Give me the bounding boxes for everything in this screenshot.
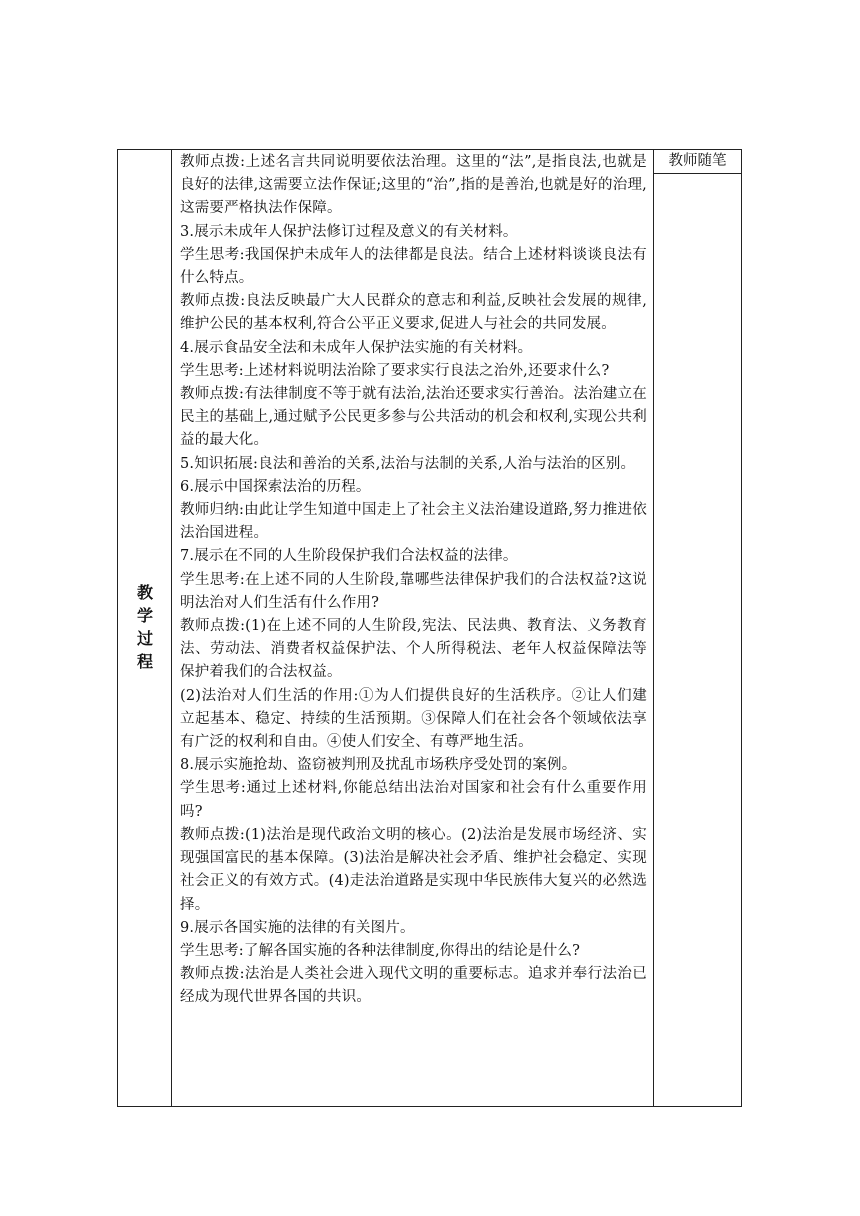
paragraph: 7.展示在不同的人生阶段保护我们合法权益的法律。 <box>180 548 518 565</box>
paragraph: 教师点拨:有法律制度不等于就有法治,法治还要求实行善治。法治建立在民主的基础上,通过赋予公民更多参与公共活动的机会和权利,实现公共利益的最大化。 <box>180 386 647 449</box>
paragraph: 4.展示食品安全法和未成年人保护法实施的有关材料。 <box>180 339 533 356</box>
paragraph: 学生思考:上述材料说明法治除了要求实行良法之治外,还要求什么? <box>180 362 610 379</box>
notes-header: 教师随笔 <box>654 150 741 174</box>
paragraph: 教师点拨:上述名言共同说明要依法治理。这里的“法”,是指良法,也就是良好的法律,这需要立法作保证;这里的“治”,指的是善治,也就是好的治理,这需要严格执法作保障。 <box>180 154 647 217</box>
section-label-cell <box>118 150 172 1106</box>
paragraph: 教师点拨:(1)在上述不同的人生阶段,宪法、民法典、教育法、义务教育法、劳动法、消费者权益保护法、个人所得税法、老年人权益保障法等保护着我们的合法权益。 <box>180 618 647 681</box>
paragraph: (2)法治对人们生活的作用:①为人们提供良好的生活秩序。②让人们建立起基本、稳定、持续的生活预期。③保障人们在社会各个领域依法享有广泛的权利和自由。④使人们安全、有尊严地生活。 <box>180 687 647 751</box>
lesson-plan-table <box>117 149 742 1107</box>
paragraph: 8.展示实施抢劫、盗窃被判刑及扰乱市场秩序受处罚的案例。 <box>180 757 577 774</box>
section-label-char: 教 <box>136 583 153 602</box>
paragraph: 教师点拨:良法反映最广大人民群众的意志和利益,反映社会发展的规律,维护公民的基本权利,符合公平正义要求,促进人与社会的共同发展。 <box>180 293 647 333</box>
content-cell <box>172 150 654 1106</box>
section-label <box>118 581 172 673</box>
paragraph: 学生思考:通过上述材料,你能总结出法治对国家和社会有什么重要作用吗? <box>180 780 647 820</box>
paragraph: 5.知识拓展:良法和善治的关系,法治与法制的关系,人治与法治的区别。 <box>180 455 636 472</box>
paragraph: 9.展示各国实施的法律的有关图片。 <box>180 919 415 936</box>
notes-column <box>654 150 741 1106</box>
section-label-char: 程 <box>136 652 153 671</box>
paragraph: 教师点拨:(1)法治是现代政治文明的核心。(2)法治是发展市场经济、实现强国富民的基本保障。(3)法治是解决社会矛盾、维护社会稳定、实现社会正义的有效方式。(4)走法治道路是实现中华民族伟大复兴的必然选择。 <box>180 826 647 913</box>
paragraph: 3.展示未成年人保护法修订过程及意义的有关材料。 <box>180 223 518 240</box>
paragraph: 学生思考:我国保护未成年人的法律都是良法。结合上述材料谈谈良法有什么特点。 <box>180 246 647 287</box>
paragraph: 学生思考:了解各国实施的各种法律制度,你得出的结论是什么? <box>180 942 581 959</box>
paragraph: 6.展示中国探索法治的历程。 <box>180 478 371 495</box>
paragraph: 学生思考:在上述不同的人生阶段,靠哪些法律保护我们的合法权益?这说明法治对人们生活有什么作用? <box>180 571 647 611</box>
paragraph: 教师归纳:由此让学生知道中国走上了社会主义法治建设道路,努力推进依法治国进程。 <box>180 502 647 542</box>
paragraph: 教师点拨:法治是人类社会进入现代文明的重要标志。追求并奉行法治已经成为现代世界各国的共识。 <box>180 966 647 1006</box>
section-label-char: 学 <box>136 606 153 625</box>
section-label-char: 过 <box>136 629 153 648</box>
